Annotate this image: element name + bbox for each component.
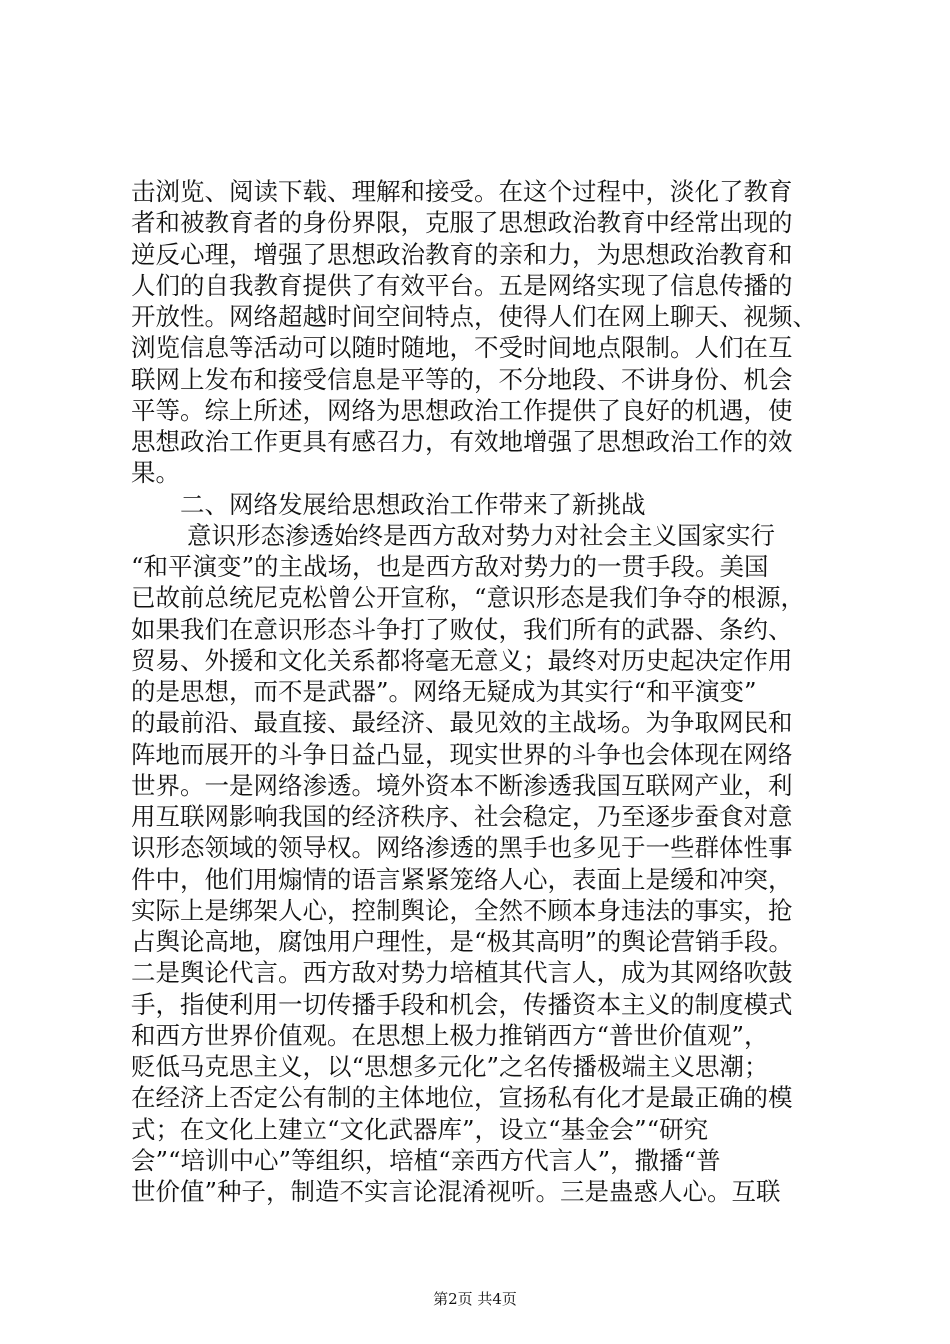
page-number: 第2页 共4页 xyxy=(433,1290,517,1308)
text-line: 意识形态渗透始终是西方敌对势力对社会主义国家实行 xyxy=(187,520,775,550)
text-line: 浏览信息等活动可以随时随地，不受时间地点限制。人们在互 xyxy=(131,333,793,363)
text-line: 逆反心理，增强了思想政治教育的亲和力，为思想政治教育和 xyxy=(131,239,793,269)
text-line: 式；在文化上建立“文化武器库”，设立“基金会”“研究 xyxy=(131,1114,709,1144)
text-line: 如果我们在意识形态斗争打了败仗，我们所有的武器、条约、 xyxy=(131,614,793,644)
text-line: 件中，他们用煽情的语言紧紧笼络人心，表面上是缓和冲突， xyxy=(131,864,793,894)
text-line: 贬低马克思主义，以“思想多元化”之名传播极端主义思潮； xyxy=(131,1052,769,1081)
text-line: “和平演变”的主战场，也是西方敌对势力的一贯手段。美国 xyxy=(131,552,769,581)
text-line: 会”“培训中心”等组织，培植“亲西方代言人”，撒播“普 xyxy=(131,1145,721,1175)
paragraph-ideology xyxy=(131,520,831,1208)
page-footer xyxy=(0,1288,950,1309)
text-line: 贸易、外援和文化关系都将毫无意义；最终对历史起决定作用 xyxy=(131,645,793,675)
text-line: 的是思想，而不是武器”。网络无疑成为其实行“和平演变” xyxy=(131,677,757,706)
text-line: 者和被教育者的身份界限，克服了思想政治教育中经常出现的 xyxy=(131,208,793,238)
text-line: 实际上是绑架人心，控制舆论，全然不顾本身违法的事实，抢 xyxy=(131,895,793,925)
text-line: 手，指使利用一切传播手段和机会，传播资本主义的制度模式 xyxy=(131,989,793,1019)
text-line: 和西方世界价值观。在思想上极力推销西方“普世价值观”， xyxy=(131,1020,769,1050)
text-line: 在经济上否定公有制的主体地位，宣扬私有化才是最正确的模 xyxy=(131,1083,793,1113)
text-line: 已故前总统尼克松曾公开宣称，“意识形态是我们争夺的根源， xyxy=(131,583,806,613)
text-line: 联网上发布和接受信息是平等的，不分地段、不讲身份、机会 xyxy=(131,364,793,394)
text-line: 开放性。网络超越时间空间特点，使得人们在网上聊天、视频、 xyxy=(131,302,817,331)
text-line: 人们的自我教育提供了有效平台。五是网络实现了信息传播的 xyxy=(131,270,793,300)
text-line: 思想政治工作更具有感召力，有效地增强了思想政治工作的效 xyxy=(131,427,793,456)
text-line: 占舆论高地，腐蚀用户理性，是“极其高明”的舆论营销手段。 xyxy=(131,927,794,956)
text-line: 阵地而展开的斗争日益凸显，现实世界的斗争也会体现在网络 xyxy=(131,739,793,769)
text-line: 二是舆论代言。西方敌对势力培植其代言人，成为其网络吹鼓 xyxy=(131,958,793,988)
section-heading: 二、网络发展给思想政治工作带来了新挑战 xyxy=(180,489,646,519)
text-line: 识形态领域的领导权。网络渗透的黑手也多见于一些群体性事 xyxy=(131,833,793,863)
text-line: 击浏览、阅读下载、理解和接受。在这个过程中，淡化了教育 xyxy=(131,177,793,206)
text-line: 世价值”种子，制造不实言论混淆视听。三是蛊惑人心。互联 xyxy=(131,1177,781,1206)
text-line: 用互联网影响我国的经济秩序、社会稳定，乃至逐步蚕食对意 xyxy=(131,802,793,831)
text-line: 世界。一是网络渗透。境外资本不断渗透我国互联网产业，利 xyxy=(131,770,793,800)
text-line: 果。 xyxy=(131,458,180,488)
text-line: 平等。综上所述，网络为思想政治工作提供了良好的机遇，使 xyxy=(131,395,793,425)
paragraph-continued xyxy=(131,176,831,489)
document-body xyxy=(131,176,831,1207)
text-line: 的最前沿、最直接、最经济、最见效的主战场。为争取网民和 xyxy=(131,708,793,738)
